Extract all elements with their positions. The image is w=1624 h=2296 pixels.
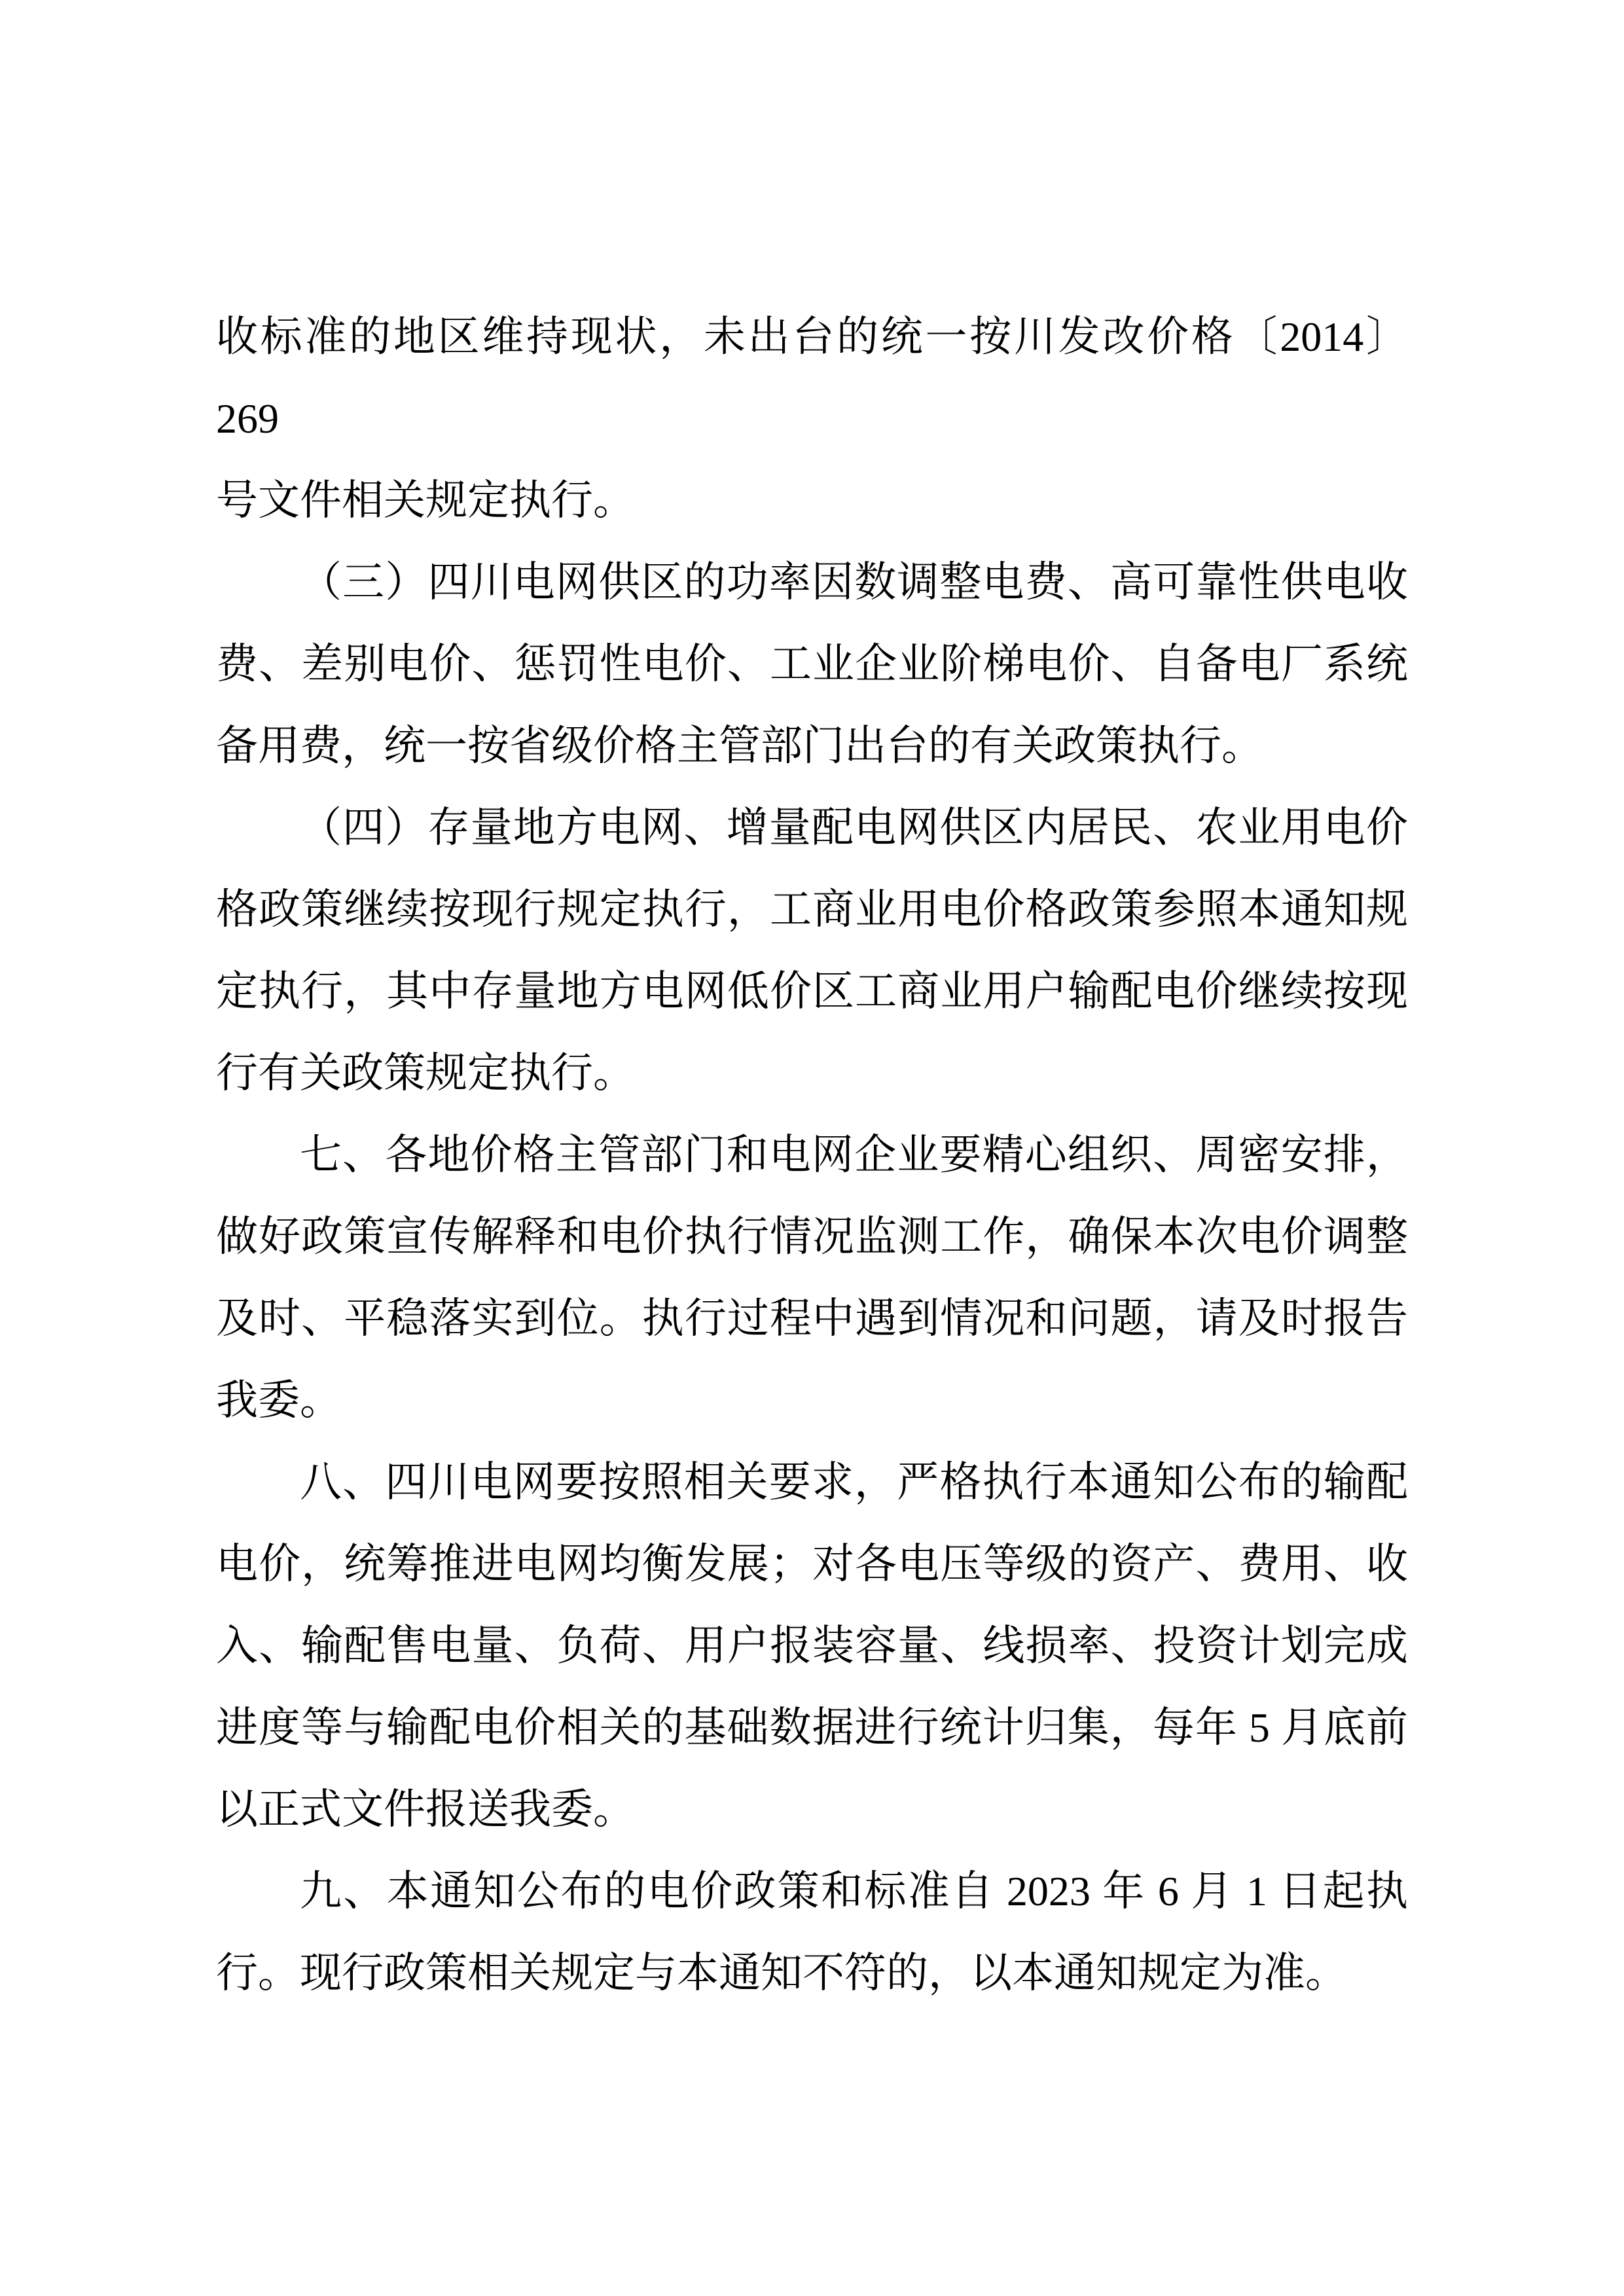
document-line: 以正式文件报送我委。 xyxy=(216,1786,635,1833)
document-line: 进度等与输配电价相关的基础数据进行统计归集，每年 5 月底前 xyxy=(216,1704,1408,1751)
document-line: 备用费，统一按省级价格主管部门出台的有关政策执行。 xyxy=(216,723,1263,769)
document-line: 行有关政策规定执行。 xyxy=(216,1050,635,1096)
document-line: 电价，统筹推进电网均衡发展；对各电压等级的资产、费用、收 xyxy=(216,1541,1408,1587)
document-line: 定执行，其中存量地方电网低价区工商业用户输配电价继续按现 xyxy=(216,968,1408,1014)
document-line: 费、差别电价、惩罚性电价、工业企业阶梯电价、自备电厂系统 xyxy=(216,641,1408,687)
document-line: 九、本通知公布的电价政策和标准自 2023 年 6 月 1 日起执 xyxy=(300,1868,1408,1914)
document-line: 收标准的地区维持现状，未出台的统一按川发改价格〔2014〕269 xyxy=(216,314,1408,442)
document-line: 格政策继续按现行规定执行，工商业用电价格政策参照本通知规 xyxy=(216,886,1408,933)
document-line: 八、四川电网要按照相关要求，严格执行本通知公布的输配 xyxy=(300,1459,1408,1505)
document-line: （四）存量地方电网、增量配电网供区内居民、农业用电价 xyxy=(300,804,1408,851)
document-line: 七、各地价格主管部门和电网企业要精心组织、周密安排， xyxy=(300,1132,1408,1178)
document-line: 我委。 xyxy=(216,1377,342,1424)
document-body xyxy=(216,296,1408,2014)
document-line: 号文件相关规定执行。 xyxy=(216,477,635,524)
document-line: （三）四川电网供区的功率因数调整电费、高可靠性供电收 xyxy=(300,559,1408,605)
document-line: 及时、平稳落实到位。执行过程中遇到情况和问题，请及时报告 xyxy=(216,1295,1408,1342)
document-line: 做好政策宣传解释和电价执行情况监测工作，确保本次电价调整 xyxy=(216,1213,1408,1260)
document-line: 入、输配售电量、负荷、用户报装容量、线损率、投资计划完成 xyxy=(216,1623,1408,1669)
document-line: 行。现行政策相关规定与本通知不符的，以本通知规定为准。 xyxy=(216,1950,1347,1996)
